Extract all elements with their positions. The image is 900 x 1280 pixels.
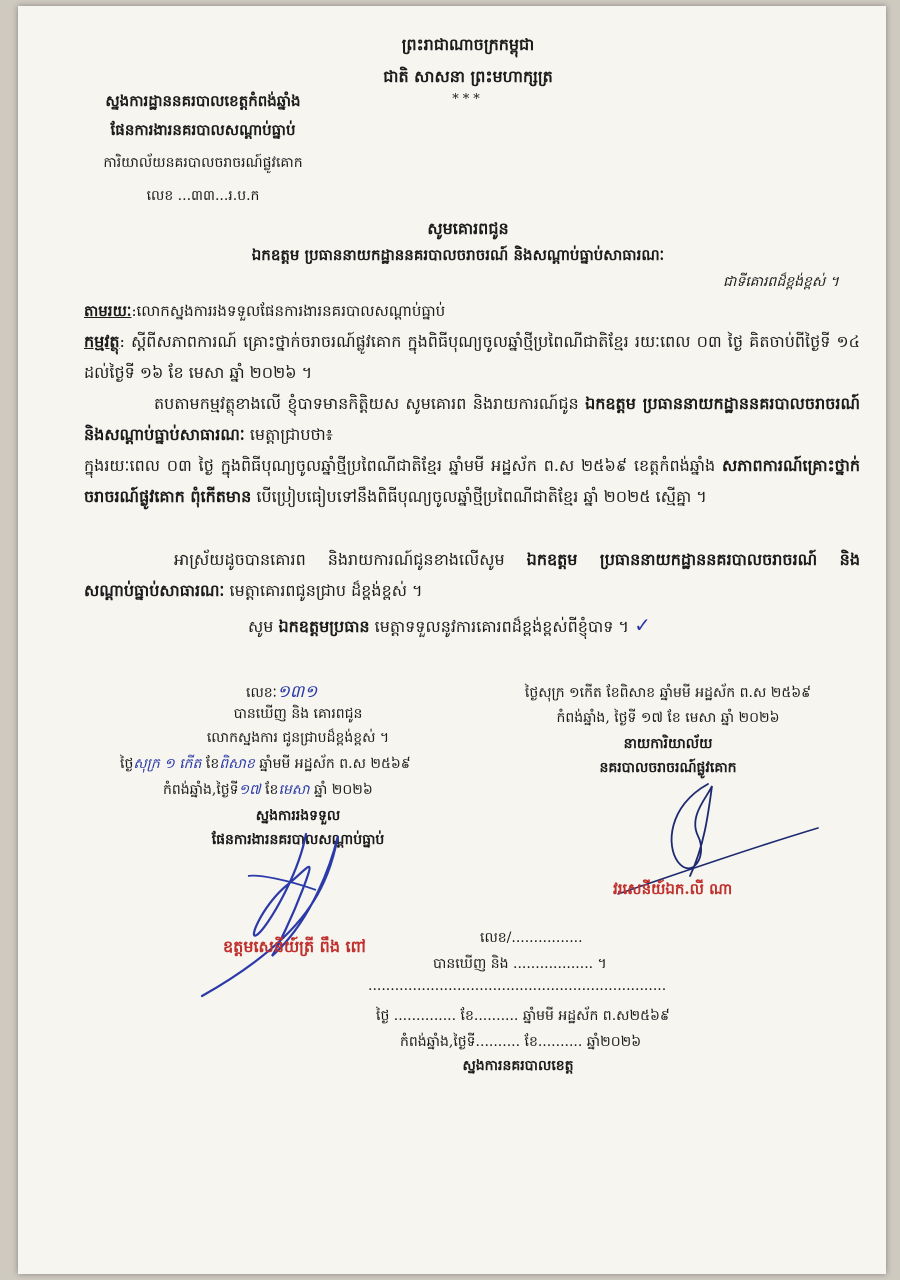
paragraph-3 [84,544,860,606]
paragraph-1 [84,388,860,450]
closing-pre: សូម [248,617,274,636]
para2-end: បើប្រៀបធៀបទៅនឹងពិធីបុណ្យចូលឆ្នាំថ្មីប្រពៃណីជាតិខ្មែរ ឆ្នាំ ២០២៥ ស្មើគ្នា ។ [256,487,707,506]
para3-bold: ឯកឧត្តម ប្រធាននាយកដ្ឋាននគរបាលចរាចរណ៍ និង សណ្តាប់ធ្នាប់សាធារណៈ [84,550,860,600]
right-title-1: នាយការិយាល័យ [623,736,713,752]
office-line-1: ស្នងការដ្ឋាននគរបាលខេត្តកំពង់ឆ្នាំង [105,92,301,110]
left-date2-pre: កំពង់ឆ្នាំង,ថ្ងៃទី [163,782,239,798]
para2-bold: សភាពការណ៍គ្រោះថ្នាក់ចរាចរណ៍ផ្លូវគោក ពុំកើតមាន [84,456,861,506]
bottom-number-line: លេខ/................ [480,930,583,946]
subject-label: កម្មវត្ថុ [84,332,120,351]
para1-end: មេត្តាជ្រាបថា៖ [249,425,333,444]
left-date-hw-date: ១៧ [238,782,261,798]
left-date-hw-day: សុក្រ ១ កើត [133,756,202,772]
left-no-label: លេខៈ [246,685,277,701]
left-date-pre: ថ្ងៃ [120,756,134,772]
reference-number: លេខ ...៣៣...រ.ប.ក [146,188,260,204]
bottom-dots-line: ................................................................... [368,978,667,994]
recipient: ឯកឧត្តម ប្រធាននាយកដ្ឋាននគរបាលចរាចរណ៍ និងសណ្តាប់ធ្នាប់សាធារណៈ [251,246,665,264]
paragraph-2 [84,450,860,512]
via-label: តាមរយៈ [84,302,132,320]
respect-title: សូមគោរពជូន [427,219,509,238]
left-date-mid: ខែ [205,756,220,772]
motto: ជាតិ សាសនា ព្រះមហាក្សត្រ [383,67,553,86]
para1-text: តបតាមកម្មវត្ថុខាងលើ ខ្ញុំបាទមានកិត្តិយស សូមគោរព និងរាយការណ៍ជូន [154,394,579,413]
left-date-end: ឆ្នាំមមី អដ្ឋស័ក ព.ស ២៥៦៩ [259,756,411,772]
document-page [18,6,886,1274]
via-text: :លោកស្នងការរងទទួលផែនការងារនគរបាលសណ្តាប់ធ្នាប់ [131,302,446,320]
bottom-date-line-1: ថ្ងៃ .............. ខែ.......... ឆ្នាំមមី អដ្ឋស័ក ព.ស២៥៦៩ [376,1008,670,1024]
subject-text: : ស្តីពីសភាពការណ៍ គ្រោះថ្នាក់ចរាចរណ៍ផ្លូវគោក ក្នុងពិធីបុណ្យចូលឆ្នាំថ្មីប្រពៃណីជាតិខ្មែរ រយៈពេល ០៣ ថ្ងៃ គិតចាប់ពីថ្ងៃទី ១៤ ដល់ថ្ងៃទី ១៦ ខែ មេសា ឆ្នាំ ២០២៦ ។ [84,332,860,382]
bottom-title: ស្នងការនគរបាលខេត្ត [462,1058,574,1074]
left-date-hw-month-2: មេសា [278,782,310,798]
motto-ornament: *** [452,92,484,107]
office-line-2: ផែនការងារនគរបាលសណ្តាប់ធ្នាប់ [110,121,296,139]
closing-bold: ឯកឧត្តមប្រធាន [278,617,370,636]
right-date-line-2: កំពង់ឆ្នាំង, ថ្ងៃទី ១៧ ខែ មេសា ឆ្នាំ ២០២៦ [556,710,780,726]
left-date-line-2 [163,780,373,801]
via-line [84,302,445,324]
recipient-suffix: ជាទីគោរពដ៏ខ្ពង់ខ្ពស់ ។ [723,274,839,290]
office-line-3: ការិយាល័យនគរបាលចរាចរណ៍ផ្លូវគោក [103,155,303,171]
para1-bold: ឯកឧត្តម ប្រធាននាយកដ្ឋាននគរបាលចរាចរណ៍ និងសណ្តាប់ធ្នាប់សាធារណៈ [84,394,860,444]
left-no-handwritten: ១៣១ [276,682,318,702]
closing-end: មេត្តាទទួលនូវការគោរពដ៏ខ្ពង់ខ្ពស់ពីខ្ញុំបាទ ។ [374,617,629,636]
left-signer-stamp: ឧត្តមសេនីយ៍ត្រី ពឹង ពៅ [223,937,366,956]
closing-line [248,613,651,640]
left-title-1: ស្នងការរងទទួល [255,808,341,824]
kingdom-title: ព្រះរាជាណាចក្រកម្ពុជា [401,35,535,54]
left-date2-end: ឆ្នាំ ២០២៦ [314,782,373,798]
para2-text: ក្នុងរយៈពេល ០៣ ថ្ងៃ ក្នុងពិធីបុណ្យចូលឆ្នាំថ្មីប្រពៃណីជាតិខ្មែរ ឆ្នាំមមី អដ្ឋស័ក ព.ស ២៥៦៩ ខេត្តកំពង់ឆ្នាំង [84,456,716,475]
para3-end: មេត្តាគោរពជូនជ្រាប ដ៏ខ្ពង់ខ្ពស់ ។ [229,581,423,600]
right-title-2: នគរបាលចរាចរណ៍ផ្លូវគោក [599,760,737,776]
bottom-date-line-2: កំពង់ឆ្នាំង,ថ្ងៃទី.......... ខែ.......... ឆ្នាំ២០២៦ [400,1034,642,1050]
bottom-seen-line: បានឃើញ និង .................. ។ [433,956,607,972]
left-date-line-1 [120,754,411,775]
closing-mark: ✓ [634,613,651,637]
left-forward-line: លោកស្នងការ ជូនជ្រាបដ៏ខ្ពង់ខ្ពស់ ។ [206,730,390,746]
left-number-line [246,681,317,706]
left-date-hw-month: ពិសាខ [219,756,255,772]
subject-paragraph [84,326,860,388]
left-seen-line: បានឃើញ និង គោរពជូន [233,706,363,722]
right-signer-stamp: វរសេនីយ៍ឯក.លី ណា [613,880,733,898]
para3-text: អាស្រ័យដូចបានគោរព និងរាយការណ៍ជូនខាងលើសូម [174,550,505,569]
left-title-2: ផែនការងារនគរបាលសណ្តាប់ធ្នាប់ [211,832,385,848]
right-date-line-1: ថ្ងៃសុក្រ ១កើត ខែពិសាខ ឆ្នាំមមី អដ្ឋស័ក ព.ស ២៥៦៩ [524,685,812,701]
left-date2-mid: ខែ [265,782,279,798]
